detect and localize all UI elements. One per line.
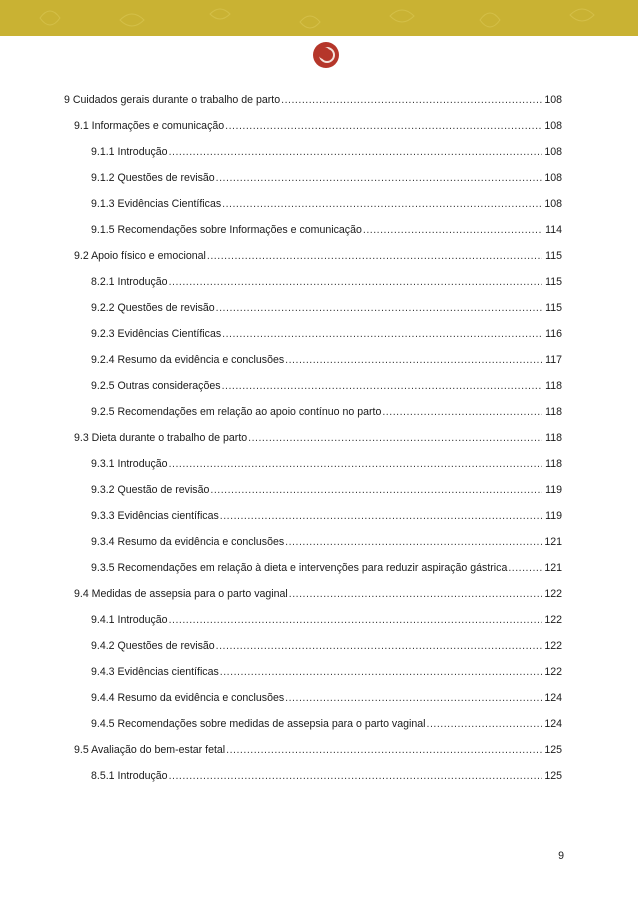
toc-entry[interactable] (64, 165, 562, 191)
dot-leader (222, 373, 542, 399)
dot-leader (220, 659, 542, 685)
toc-entry-page: 115 (545, 302, 562, 314)
toc-entry-page: 122 (544, 666, 562, 678)
toc-entry-title: 9.3 Dieta durante o trabalho de parto (74, 432, 248, 444)
toc-entry[interactable] (64, 581, 562, 607)
toc-entry[interactable] (64, 451, 562, 477)
toc-entry[interactable] (64, 295, 562, 321)
toc-entry-title: 9.3.1 Introdução (91, 458, 168, 470)
toc-entry-page: 116 (545, 328, 562, 340)
toc-entry-page: 115 (545, 276, 562, 288)
dot-leader (222, 321, 542, 347)
toc-entry[interactable] (64, 321, 562, 347)
toc-entry-title: 9.3.2 Questão de revisão (91, 484, 210, 496)
toc-entry[interactable] (64, 113, 562, 139)
toc-entry[interactable] (64, 139, 562, 165)
toc-entry-page: 108 (544, 120, 562, 132)
toc-entry[interactable] (64, 763, 562, 789)
dot-leader (285, 529, 542, 555)
toc-entry[interactable] (64, 425, 562, 451)
dot-leader (216, 165, 542, 191)
toc-entry-title: 9.4.5 Recomendações sobre medidas de assepsia para o parto vaginal (91, 718, 426, 730)
toc-entry-title: 9.4 Medidas de assepsia para o parto vaginal (74, 588, 288, 600)
toc-entry[interactable] (64, 191, 562, 217)
dot-leader (216, 633, 542, 659)
toc-entry[interactable] (64, 529, 562, 555)
toc-entry-page: 119 (545, 484, 562, 496)
toc-entry[interactable] (64, 711, 562, 737)
dot-leader (226, 737, 542, 763)
toc-entry-page: 122 (544, 614, 562, 626)
dot-leader (289, 581, 542, 607)
toc-entry-title: 9.2.5 Recomendações em relação ao apoio contínuo no parto (91, 406, 382, 418)
dot-leader (363, 217, 542, 243)
toc-entry-title: 9.1.5 Recomendações sobre Informações e comunicação (91, 224, 362, 236)
dot-leader (225, 113, 542, 139)
toc-entry-page: 121 (544, 562, 562, 574)
toc-entry-title: 9.2.5 Outras considerações (91, 380, 221, 392)
toc-entry-title: 9.2.3 Evidências Científicas (91, 328, 222, 340)
toc-entry-title: 9.3.5 Recomendações em relação à dieta e intervenções para reduzir aspiração gástrica (91, 562, 508, 574)
toc-entry-title: 9.3.4 Resumo da evidência e conclusões (91, 536, 285, 548)
toc-entry-page: 122 (544, 640, 562, 652)
toc-entry-page: 125 (544, 744, 562, 756)
toc-entry[interactable] (64, 659, 562, 685)
toc-entry[interactable] (64, 399, 562, 425)
toc-entry-title: 9.4.2 Questões de revisão (91, 640, 215, 652)
toc-entry-page: 122 (544, 588, 562, 600)
toc-entry-title: 9.2.2 Questões de revisão (91, 302, 215, 314)
toc-entry-title: 9.4.4 Resumo da evidência e conclusões (91, 692, 285, 704)
toc-entry-title: 9.3.3 Evidências científicas (91, 510, 219, 522)
toc-entry[interactable] (64, 503, 562, 529)
toc-entry-title: 9.1.2 Questões de revisão (91, 172, 215, 184)
circular-ring-logo-icon (311, 40, 341, 70)
toc-entry-title: 9.4.3 Evidências científicas (91, 666, 219, 678)
toc-entry-page: 118 (545, 380, 562, 392)
toc-entry-title: 9.4.1 Introdução (91, 614, 168, 626)
toc-entry-page: 108 (544, 94, 562, 106)
toc-entry[interactable] (64, 555, 562, 581)
dot-leader (169, 763, 542, 789)
header-band (0, 0, 638, 36)
toc-entry[interactable] (64, 243, 562, 269)
toc-entry-page: 118 (545, 406, 562, 418)
dot-leader (220, 503, 542, 529)
header-pattern-icon (0, 0, 638, 36)
dot-leader (169, 269, 542, 295)
toc-entry-title: 9.1.3 Evidências Científicas (91, 198, 222, 210)
toc-entry-page: 108 (544, 146, 562, 158)
toc-entry-page: 114 (545, 224, 562, 236)
dot-leader (285, 685, 542, 711)
toc-entry-page: 108 (544, 172, 562, 184)
toc-entry-title: 9.5 Avaliação do bem-estar fetal (74, 744, 226, 756)
dot-leader (169, 451, 542, 477)
toc-entry[interactable] (64, 87, 562, 113)
dot-leader (169, 139, 542, 165)
dot-leader (427, 711, 543, 737)
toc-entry-title: 9.1.1 Introdução (91, 146, 168, 158)
dot-leader (210, 477, 542, 503)
dot-leader (207, 243, 542, 269)
toc-entry-page: 119 (545, 510, 562, 522)
toc-entry[interactable] (64, 633, 562, 659)
toc-entry-page: 125 (544, 770, 562, 782)
toc-entry-title: 9 Cuidados gerais durante o trabalho de parto (64, 94, 281, 106)
toc-entry-title: 9.1 Informações e comunicação (74, 120, 225, 132)
dot-leader (216, 295, 542, 321)
toc-entry-page: 118 (545, 432, 562, 444)
toc-entry-page: 108 (544, 198, 562, 210)
dot-leader (222, 191, 542, 217)
toc-entry[interactable] (64, 217, 562, 243)
toc-entry[interactable] (64, 607, 562, 633)
dot-leader (248, 425, 542, 451)
toc-entry-title: 8.2.1 Introdução (91, 276, 168, 288)
dot-leader (382, 399, 542, 425)
dot-leader (169, 607, 542, 633)
dot-leader (285, 347, 542, 373)
toc-entry[interactable] (64, 685, 562, 711)
toc-entry[interactable] (64, 737, 562, 763)
toc-entry[interactable] (64, 477, 562, 503)
dot-leader (508, 555, 542, 581)
toc-entry-page: 118 (545, 458, 562, 470)
table-of-contents (64, 87, 562, 789)
toc-entry-page: 115 (545, 250, 562, 262)
toc-entry-title: 9.2 Apoio físico e emocional (74, 250, 206, 262)
toc-entry-page: 124 (544, 692, 562, 704)
toc-entry-title: 9.2.4 Resumo da evidência e conclusões (91, 354, 285, 366)
toc-entry-title: 8.5.1 Introdução (91, 770, 168, 782)
toc-entry-page: 121 (544, 536, 562, 548)
toc-entry-page: 117 (545, 354, 562, 366)
page-number: 9 (558, 850, 564, 862)
toc-entry[interactable] (64, 347, 562, 373)
dot-leader (281, 87, 542, 113)
toc-entry[interactable] (64, 373, 562, 399)
toc-entry[interactable] (64, 269, 562, 295)
toc-entry-page: 124 (544, 718, 562, 730)
